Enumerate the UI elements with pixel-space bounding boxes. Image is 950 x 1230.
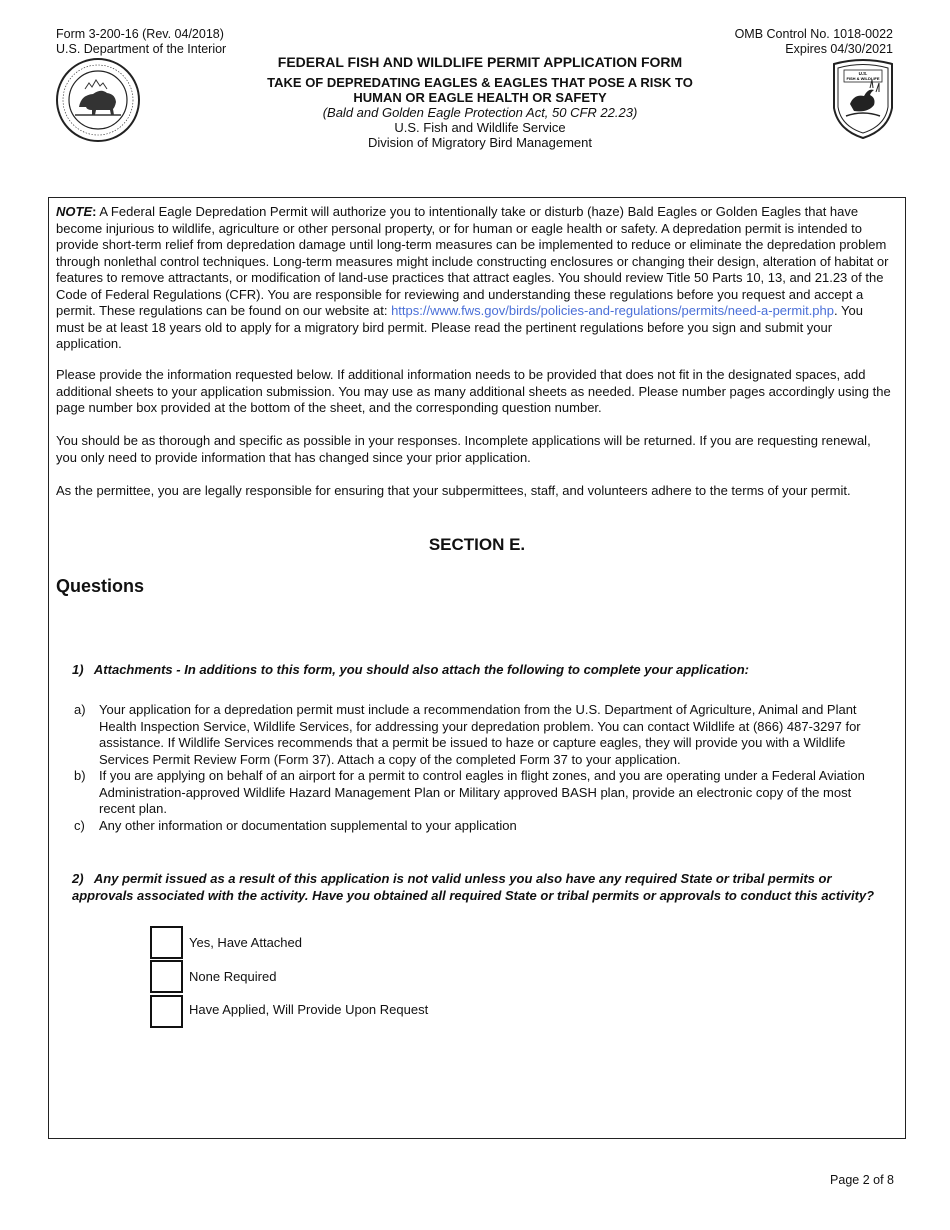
checkbox-none-required[interactable] — [150, 960, 183, 993]
item-label: b) — [74, 768, 86, 783]
instructions-paragraph: Please provide the information requested below. If additional information needs to be provided that does not fit in the designated spaces, add additional sheets to your application submission. You may use as many additional sheets as needed. Please number pages accordingly using the page number box provided at the bottom of the sheet, and the corresponding question number. — [56, 367, 891, 415]
option-label-yes-attached: Yes, Have Attached — [189, 935, 302, 950]
option-label-none-required: None Required — [189, 969, 277, 984]
form-subtitle-line1: TAKE OF DEPREDATING EAGLES & EAGLES THAT POSE A RISK TO — [267, 75, 693, 90]
form-act-reference: (Bald and Golden Eagle Protection Act, 50 CFR 22.23) — [322, 105, 638, 120]
svg-text:U.S.: U.S. — [858, 71, 868, 76]
expiration-date: Expires 04/30/2021 — [785, 42, 893, 56]
note-colon: : — [92, 204, 97, 219]
checkbox-have-applied[interactable] — [150, 995, 183, 1028]
question-2 — [72, 870, 894, 904]
question-2-number: 2) — [72, 871, 84, 886]
item-text: Any other information or documentation supplemental to your application — [99, 818, 517, 833]
page-number: Page 2 of 8 — [830, 1173, 894, 1187]
list-item — [74, 818, 884, 835]
note-text: A Federal Eagle Depredation Permit will authorize you to intentionally take or disturb (haze) Bald Eagles or Golden Eagles that have become injurious to wildlife, agriculture or other personal property, or for human or eagle health or safety. A depredation permit is intended to provide short-term relief from depredation damage until long-term measures can be implemented to reduce or eliminate the depredation problem through nonlethal control techniques. Long-term measures might include constructing enclosures or changing their design, alteration of habitat or features to remove attractants, or modification of land-use practices that attract eagles. You should review Title 50 Parts 10, 13, and 21.23 of the Code of Federal Regulations (CFR). You are responsible for reviewing and understanding these regulations before you request and accept a permit. These regulations can be found on our website at: — [56, 204, 889, 318]
list-item — [74, 702, 884, 768]
department-name: U.S. Department of the Interior — [56, 42, 227, 56]
item-label: c) — [74, 818, 85, 833]
omb-control: OMB Control No. 1018-0022 — [734, 27, 893, 41]
checkbox-yes-attached[interactable] — [150, 926, 183, 959]
regulations-link[interactable]: https://www.fws.gov/birds/policies-and-regulations/permits/need-a-permit.php — [391, 303, 834, 318]
section-title: SECTION E. — [428, 535, 526, 554]
note-paragraph — [56, 204, 892, 353]
question-1-number: 1) — [72, 662, 84, 677]
form-title: FEDERAL FISH AND WILDLIFE PERMIT APPLICATION FORM — [277, 54, 683, 70]
fws-seal-icon — [830, 58, 896, 140]
division-name: Division of Migratory Bird Management — [368, 135, 592, 150]
note-label: NOTE — [56, 204, 93, 219]
form-number: Form 3-200-16 (Rev. 04/2018) — [56, 27, 224, 41]
item-text: Your application for a depredation permit must include a recommendation from the U.S. Department of Agriculture, Animal and Plant Health Inspection Service, Wildlife Services, for addressing your depredation problem. You can contact Wildlife at (866) 487-3297 for assistance. If Wildlife Services recommends that a permit be issued to haze or capture eagles, they will provide you with a Wildlife Services Permit Review Form (Form 37). Attach a copy of the completed Form 37 to your application. — [99, 702, 861, 767]
permittee-paragraph: As the permittee, you are legally responsible for ensuring that your subpermittees, staff, and volunteers adhere to the terms of your permit. — [56, 483, 851, 498]
list-item — [74, 768, 884, 818]
note-text-after-link: . You must be at least 18 years old to apply for a migratory bird permit. Please read the pertinent regulations before you sign and submit your application. — [56, 303, 863, 351]
item-label: a) — [74, 702, 86, 717]
doi-seal-icon — [55, 57, 141, 143]
form-header — [230, 54, 730, 150]
form-subtitle-line2: HUMAN OR EAGLE HEALTH OR SAFETY — [353, 90, 607, 105]
svg-text:FISH & WILDLIFE: FISH & WILDLIFE — [846, 76, 880, 81]
questions-heading: Questions — [56, 576, 145, 596]
question-1 — [72, 661, 892, 678]
item-text: If you are applying on behalf of an airport for a permit to control eagles in flight zones, and you are operating under a Federal Aviation Administration-approved Wildlife Hazard Management Plan or Military approved BASH plan, provide an electronic copy of the most recent plan. — [99, 768, 865, 816]
agency-name: U.S. Fish and Wildlife Service — [394, 120, 566, 135]
option-label-have-applied: Have Applied, Will Provide Upon Request — [189, 1002, 429, 1017]
question-1-text: Attachments - In additions to this form, you should also attach the following to complete your application: — [93, 662, 750, 677]
question-2-text: Any permit issued as a result of this application is not valid unless you also have any required State or tribal permits or approvals associated with the activity. Have you obtained all required State or tribal permits or approvals to conduct this activity? — [72, 871, 875, 903]
thoroughness-paragraph: You should be as thorough and specific as possible in your responses. Incomplete applications will be returned. If you are requesting renewal, you only need to provide information that has changed since your prior application. — [56, 433, 871, 465]
